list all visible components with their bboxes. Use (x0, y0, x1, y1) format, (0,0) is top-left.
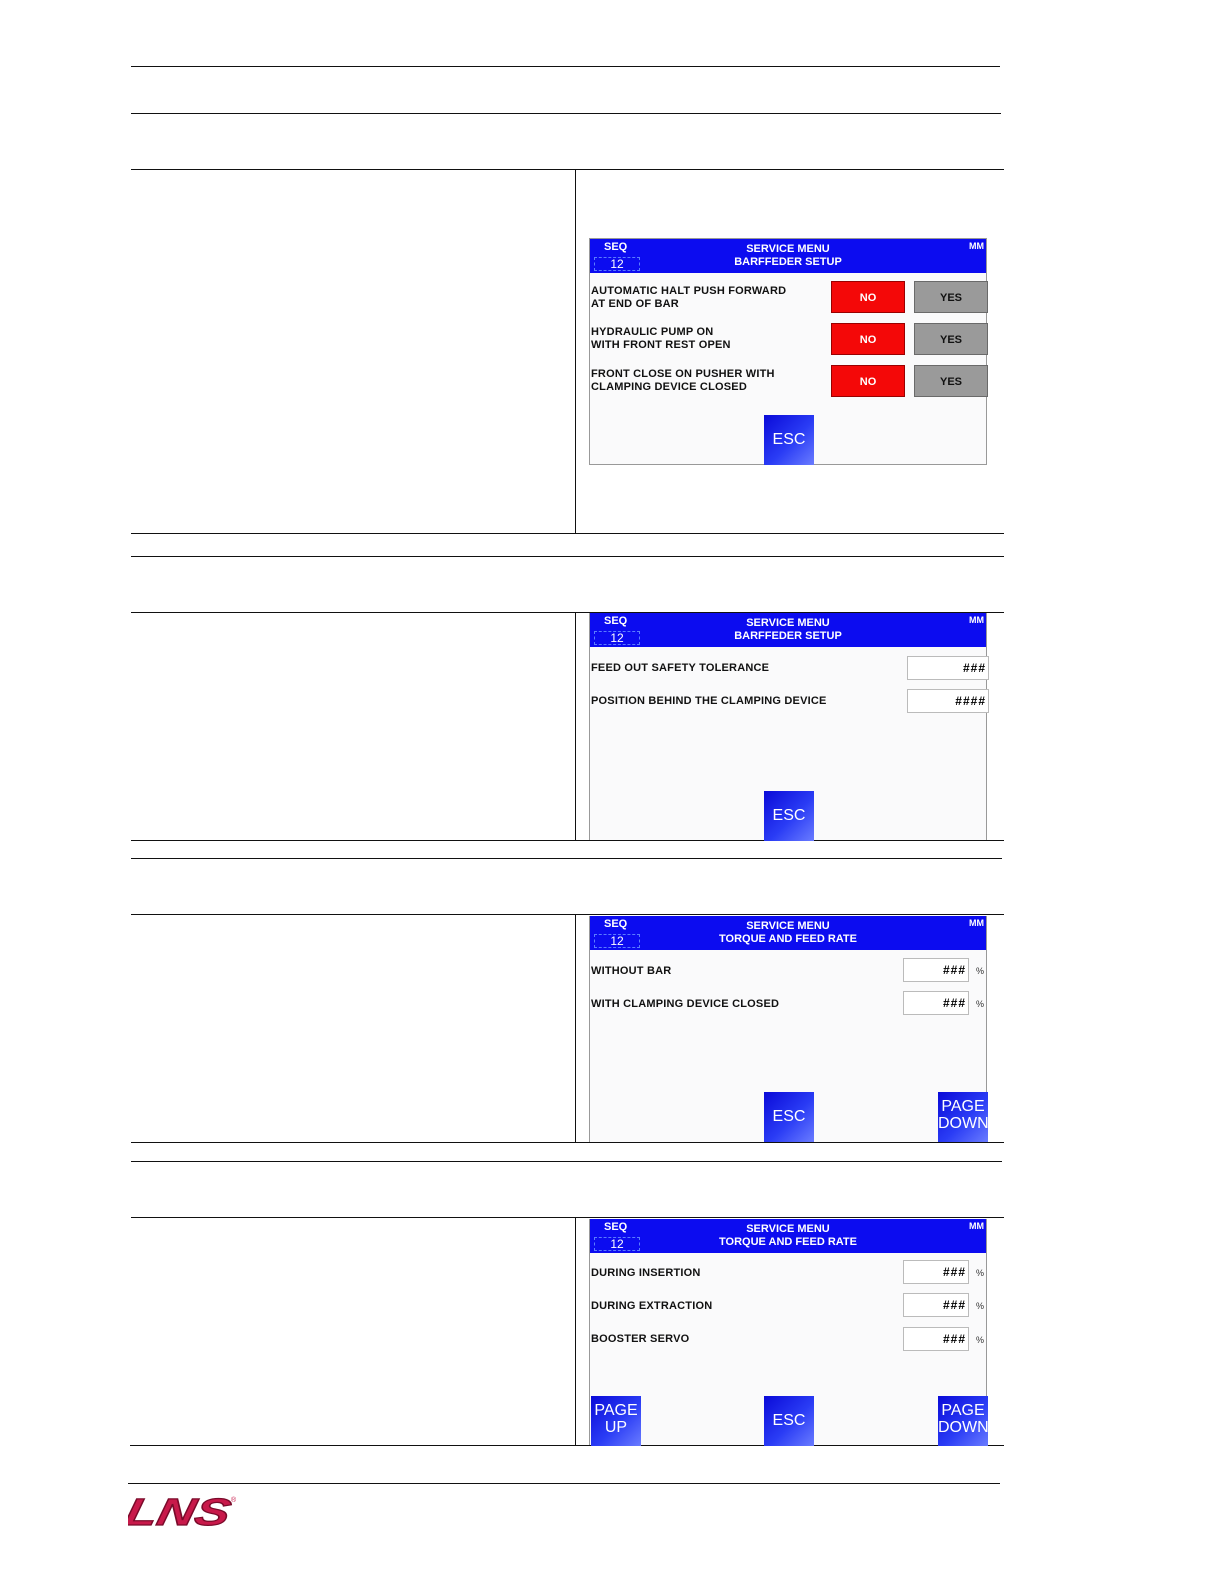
esc-button[interactable]: ESC (764, 415, 814, 465)
unit-indicator: MM (969, 615, 984, 625)
hmi-screen-barfeeder-setup-1 (589, 238, 987, 465)
percent-unit: % (976, 1301, 985, 1311)
table-rule-2 (131, 533, 1004, 534)
seq-value: 12 (594, 631, 640, 645)
seq-value: 12 (594, 1237, 640, 1251)
setting-label: BOOSTER SERVO (591, 1333, 690, 1345)
esc-button[interactable]: ESC (764, 791, 814, 841)
screen-header (590, 239, 986, 273)
no-button[interactable]: NO (831, 365, 905, 397)
screen-header (590, 916, 986, 950)
screen-subtitle: TORQUE AND FEED RATE (719, 933, 857, 945)
percent-unit: % (976, 1268, 985, 1278)
torque-clamping-closed-field[interactable]: ### (903, 991, 969, 1015)
setting-label: DURING INSERTION (591, 1267, 701, 1279)
option-label: FRONT CLOSE ON PUSHER WITH CLAMPING DEVICE CLOSED (591, 368, 775, 393)
table-rule-9 (131, 1161, 1002, 1162)
screen-header (590, 1219, 986, 1253)
option-label: AUTOMATIC HALT PUSH FORWARD AT END OF BAR (591, 285, 787, 310)
screen-title: SERVICE MENU (746, 1223, 830, 1235)
setting-label: WITH CLAMPING DEVICE CLOSED (591, 998, 780, 1010)
footer-rule (128, 1483, 1000, 1484)
seq-value: 12 (594, 257, 640, 271)
booster-servo-field[interactable]: ### (903, 1327, 969, 1351)
seq-label: SEQ (604, 615, 628, 627)
table-rule-6 (131, 858, 1002, 859)
extraction-torque-field[interactable]: ### (903, 1293, 969, 1317)
page-down-button[interactable]: PAGE DOWN (938, 1396, 988, 1446)
unit-indicator: MM (969, 918, 984, 928)
seq-label: SEQ (604, 241, 628, 253)
unit-indicator: MM (969, 1221, 984, 1231)
column-divider-3 (575, 914, 576, 1142)
feed-out-tolerance-field[interactable]: ### (907, 656, 989, 680)
table-rule-3 (131, 556, 1004, 557)
insertion-torque-field[interactable]: ### (903, 1260, 969, 1284)
page-down-button[interactable]: PAGE DOWN (938, 1092, 988, 1142)
hmi-screen-torque-feed-1 (589, 916, 987, 1142)
percent-unit: % (976, 1335, 985, 1345)
column-divider-1 (575, 169, 576, 533)
option-label: HYDRAULIC PUMP ON WITH FRONT REST OPEN (591, 326, 731, 351)
column-divider-4 (575, 1217, 576, 1445)
seq-value: 12 (594, 934, 640, 948)
torque-without-bar-field[interactable]: ### (903, 958, 969, 982)
esc-button[interactable]: ESC (764, 1396, 814, 1446)
table-rule-7 (131, 914, 1004, 915)
setting-label: POSITION BEHIND THE CLAMPING DEVICE (591, 695, 827, 707)
esc-button[interactable]: ESC (764, 1092, 814, 1142)
setting-label: WITHOUT BAR (591, 965, 672, 977)
hmi-screen-torque-feed-2 (589, 1219, 987, 1445)
screen-header (590, 613, 986, 647)
svg-text:LNS: LNS (128, 1494, 207, 1528)
setting-label: FEED OUT SAFETY TOLERANCE (591, 662, 770, 674)
table-rule-1 (131, 169, 1004, 170)
top-rule (131, 66, 1000, 67)
screen-subtitle: BARFFEDER SETUP (734, 256, 842, 268)
screen-title: SERVICE MENU (746, 920, 830, 932)
page-up-button[interactable]: PAGE UP (591, 1396, 641, 1446)
svg-text:®: ® (231, 1497, 237, 1504)
setting-label: DURING EXTRACTION (591, 1300, 713, 1312)
header-rule (131, 113, 1001, 114)
screen-subtitle: BARFFEDER SETUP (734, 630, 842, 642)
no-button[interactable]: NO (831, 281, 905, 313)
table-rule-8 (131, 1142, 1004, 1143)
lns-logo-icon (128, 1494, 240, 1528)
column-divider-2 (575, 612, 576, 840)
table-rule-11 (130, 1445, 1004, 1446)
yes-button[interactable]: YES (914, 365, 988, 397)
percent-unit: % (976, 999, 985, 1009)
seq-label: SEQ (604, 918, 628, 930)
yes-button[interactable]: YES (914, 281, 988, 313)
no-button[interactable]: NO (831, 323, 905, 355)
clamping-position-field[interactable]: #### (907, 689, 989, 713)
screen-subtitle: TORQUE AND FEED RATE (719, 1236, 857, 1248)
unit-indicator: MM (969, 241, 984, 251)
lns-logo (128, 1494, 240, 1533)
seq-label: SEQ (604, 1221, 628, 1233)
table-rule-10 (131, 1217, 1004, 1218)
screen-title: SERVICE MENU (746, 617, 830, 629)
percent-unit: % (976, 966, 985, 976)
yes-button[interactable]: YES (914, 323, 988, 355)
table-rule-5 (131, 840, 1004, 841)
screen-title: SERVICE MENU (746, 243, 830, 255)
hmi-screen-barfeeder-setup-2 (589, 613, 987, 840)
